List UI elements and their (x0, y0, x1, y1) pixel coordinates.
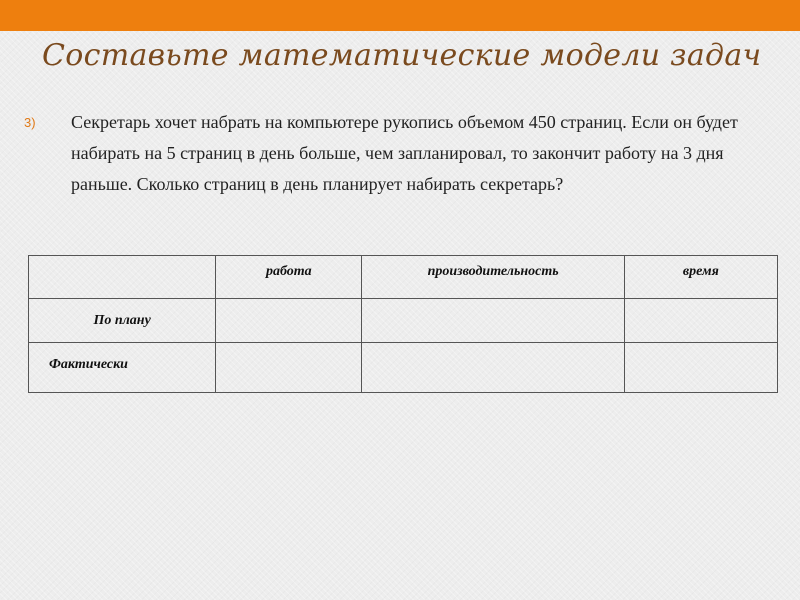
math-model-table (28, 255, 778, 393)
table-cell-fact-productivity (362, 343, 624, 393)
header-cell-empty (29, 256, 216, 299)
problem-number: 3) (24, 115, 36, 130)
table-cell-plan-time (624, 299, 777, 343)
slide-title: Составьте математические модели задач (42, 38, 762, 73)
header-cell-productivity: производительность (362, 256, 624, 299)
table-cell-fact-time (624, 343, 777, 393)
row-label-fact: Фактически (29, 343, 216, 393)
header-cell-work: работа (216, 256, 362, 299)
problem-text: Секретарь хочет набрать на компьютере рукопись объемом 450 страниц. Если он будет набирать на 5 страниц в день больше, чем запланировал, то закончит работу на 3 дня раньше. Сколько страниц в день планирует набирать секретарь? (71, 112, 738, 194)
table-header-row (29, 256, 778, 299)
table-cell-plan-productivity (362, 299, 624, 343)
table-cell-fact-work (216, 343, 362, 393)
top-accent-bar (0, 0, 800, 31)
table-cell-plan-work (216, 299, 362, 343)
table-row-fact (29, 343, 778, 393)
row-label-plan: По плану (29, 299, 216, 343)
table-row-plan (29, 299, 778, 343)
header-cell-time: время (624, 256, 777, 299)
